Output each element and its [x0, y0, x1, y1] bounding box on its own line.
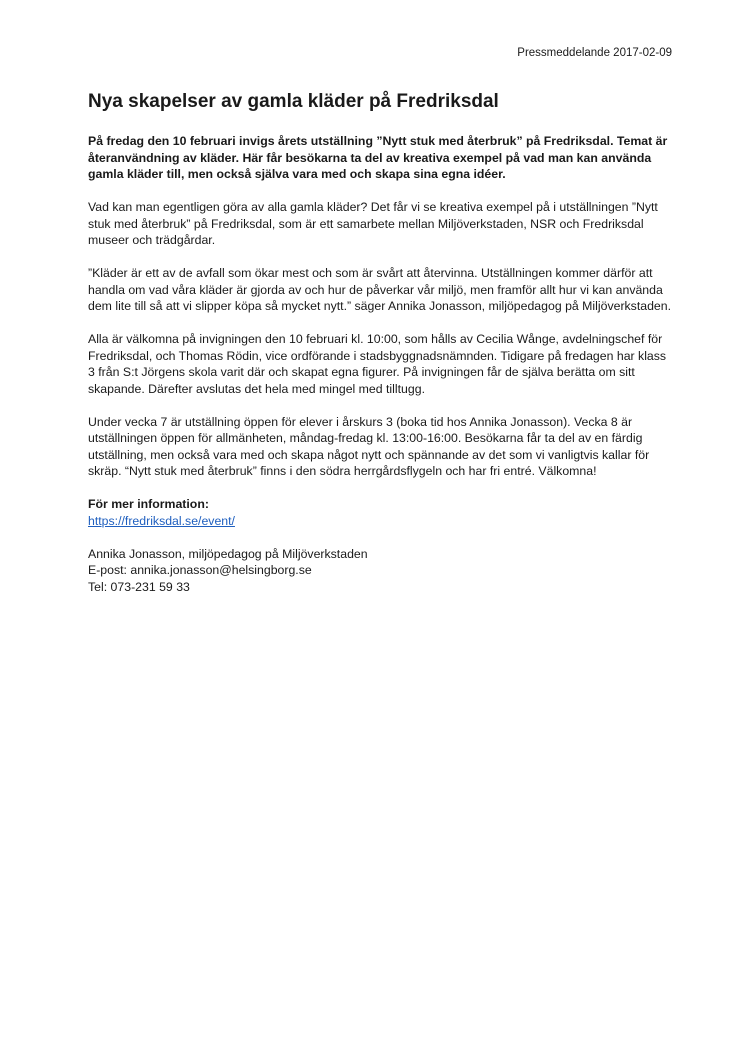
article-paragraph-1: Vad kan man egentligen göra av alla gamla kläder? Det får vi se kreativa exempel på i utställningen ”Nytt stuk med återbruk” på Fredriksdal, som är ett samarbete mellan Miljöverkstaden, NSR och Fredriksdal museer och trädgårdar.: [88, 200, 658, 247]
contact-phone: Tel: 073-231 59 33: [88, 579, 190, 594]
document-page: [88, 0, 672, 1056]
article-paragraph-4: Under vecka 7 är utställning öppen för elever i årskurs 3 (boka tid hos Annika Jonasson). Vecka 8 är utställningen öppen för allmänheten, måndag-fredag kl. 13:00-16:00. Besökarna får ta del av en färdig utställning, men också vara med och skapa något nytt och spännande av det som vi vanligtvis kallar för skräp. “Nytt stuk med återbruk” finns i den södra herrgårdsflygeln och har fri entré. Välkomna!: [88, 414, 650, 478]
more-info-section: [88, 496, 672, 595]
event-link[interactable]: https://fredriksdal.se/event/: [88, 513, 235, 528]
more-info-link-line: [88, 513, 672, 530]
article-body: [88, 133, 672, 595]
article-lead: På fredag den 10 februari invigs årets utställning ”Nytt stuk med återbruk” på Fredriksdal. Temat är återanvändning av kläder. Här får besökarna ta del av kreativa exempel på vad man kan använda gamla kläder till, men också själva vara med och skapa sina egna idéer.: [88, 134, 668, 181]
section-gap: [88, 529, 672, 546]
article-paragraph-2: ”Kläder är ett av de avfall som ökar mest och som är svårt att återvinna. Utställningen kommer därför att handla om vad våra kläder är gjorda av och hur de påverkar vår miljö, men framför allt hur vi kan använda dem lite till så att vi slipper köpa så mycket nytt.” säger Annika Jonasson, miljöpedagog på Miljöverkstaden.: [88, 266, 672, 313]
article-title: Nya skapelser av gamla kläder på Fredriksdal: [88, 91, 499, 112]
more-info-heading: För mer information:: [88, 497, 209, 511]
contact-name-role: Annika Jonasson, miljöpedagog på Miljöverkstaden: [88, 546, 368, 561]
contact-email: E-post: annika.jonasson@helsingborg.se: [88, 563, 312, 577]
article-paragraph-3: Alla är välkomna på invigningen den 10 februari kl. 10:00, som hålls av Cecilia Wånge, avdelningschef för Fredriksdal, och Thomas Rödin, vice ordförande i stadsbyggnadsnämnden. Tidigare på fredagen har klass 3 från S:t Jörgens skola varit där och skapat egna figurer. På invigningen får de själva berätta om sitt skapande. Därefter avslutas det hela med mingel med tilltugg.: [88, 332, 667, 396]
press-release-date: Pressmeddelande 2017-02-09: [517, 47, 672, 59]
